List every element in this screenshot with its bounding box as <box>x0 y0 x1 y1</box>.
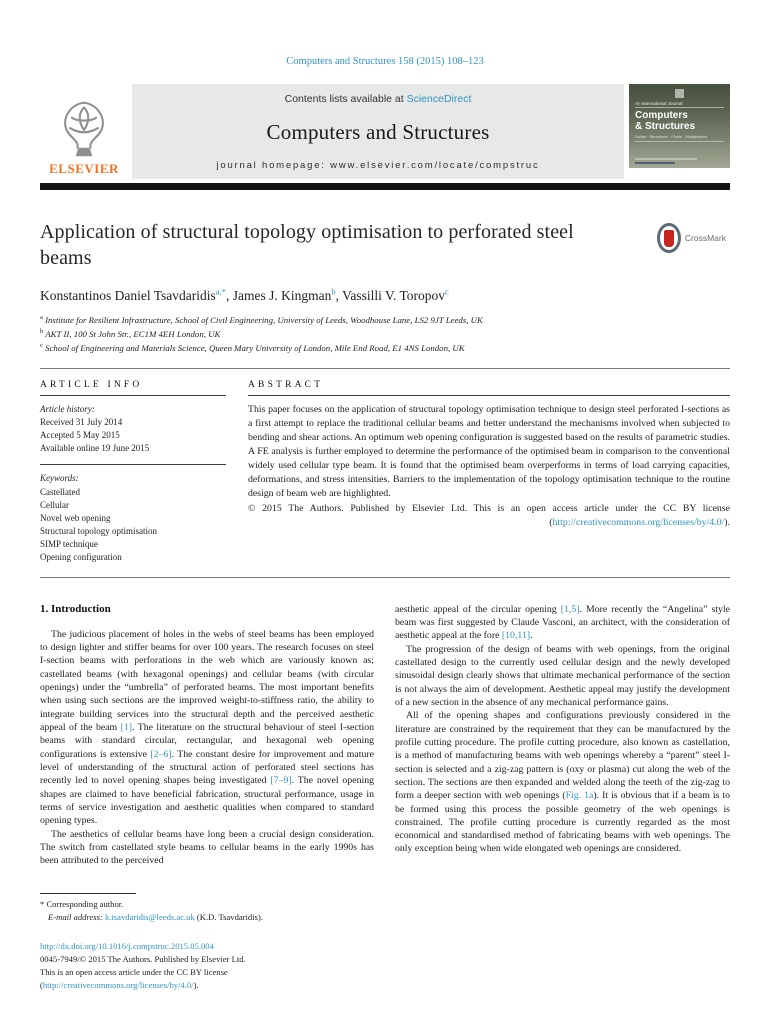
author <box>40 288 233 303</box>
rule <box>248 395 730 396</box>
body-paragraph: The progression of the design of beams with web openings, from the original castellated design to the currently used cellular design and the newly developed sinusoidal design clearly shows that ultimate mechanical performance of the section is not always the aim of development. Aesthetic appeal may justify the development of a new section in the absence of any mechanical performance gains. <box>395 643 730 708</box>
body-right-column <box>395 603 730 992</box>
journal-homepage-link[interactable]: journal homepage: www.elsevier.com/locate/compstruc <box>216 160 540 171</box>
email-line <box>40 911 374 924</box>
affiliation-text: AKT II, 100 St John Str., EC1M 4EH London, UK <box>43 328 221 339</box>
cc-license-link[interactable]: http://creativecommons.org/licenses/by/4.0/ <box>552 516 725 528</box>
article-info-heading: ARTICLE INFO <box>40 380 143 391</box>
figure-ref[interactable]: Fig. 1a <box>565 790 594 802</box>
affiliation-line <box>40 313 730 327</box>
cover-title-line2: & Structures <box>635 121 696 132</box>
masthead-box <box>132 84 624 179</box>
article-history-line: Accepted 5 May 2015 <box>40 430 120 441</box>
left-paragraphs <box>40 628 374 868</box>
cover-subjects: Solids · Structures · Fluids · Multiphysics <box>635 134 724 142</box>
cover-tagline: An International Journal <box>635 101 724 108</box>
article-info-column <box>40 369 248 564</box>
citation-ref[interactable]: [7–9] <box>270 775 292 787</box>
author-separator: , <box>225 288 233 304</box>
affiliation-line <box>40 341 730 355</box>
article-history-line: Available online 19 June 2015 <box>40 443 150 454</box>
author-affiliation-mark[interactable]: a,* <box>215 286 226 297</box>
affiliation-mark: b <box>40 327 44 335</box>
journal-title: Computers and Structures <box>266 120 490 144</box>
body-left-column <box>40 603 374 992</box>
author-name: Konstantinos Daniel Tsavdaridis <box>40 288 216 304</box>
keywords-list <box>40 486 226 564</box>
crossmark-label: CrossMark <box>684 233 726 243</box>
keywords-block <box>40 472 226 563</box>
email-link[interactable]: k.tsavdaridis@leeds.ac.uk <box>104 912 195 923</box>
affiliation-mark: a <box>40 314 43 322</box>
author-name: James J. Kingman <box>232 288 332 304</box>
keyword: Castellated <box>40 486 80 497</box>
article-title: Application of structural topology optimisation to perforated steel beams <box>40 221 574 270</box>
elsevier-wordmark: ELSEVIER <box>49 161 119 176</box>
affiliation-list <box>40 313 730 354</box>
footer-license-link[interactable]: http://creativecommons.org/licenses/by/4.0/ <box>42 979 194 990</box>
contents-prefix: Contents lists available at <box>284 93 407 105</box>
body-paragraph: All of the opening shapes and configurations previously considered in the literature are constrained by the requirement that they can be manufactured by the profile cutting procedure. The profile cutting procedure, also known as castellation, is a method of manufacturing beams with web openings whereby a “parent” steel I-section is selected and a zig-zag pattern is (oxy or plasma) cut along the web of the section. The sections are then expanded and welded along the teeth of the zig-zag to form a deeper section with web openings (Fig. 1a). It is obvious that if a beam is to be formed using this process the possible geometry of the web openings is constrained. The profile cutting procedure is currently regarded as the most economical and standardised method of fabricating beams with web openings. The only exception being when wide elongated web openings are considered. <box>395 710 730 855</box>
copyright-close: ). <box>724 516 730 528</box>
author-affiliation-mark[interactable]: c <box>445 286 449 297</box>
citation-ref[interactable]: [2–6] <box>150 748 172 760</box>
rule <box>40 464 226 465</box>
title-row <box>40 219 730 272</box>
sciencedirect-link[interactable]: ScienceDirect <box>406 93 472 105</box>
affiliation-line <box>40 327 730 341</box>
body-paragraph: The aesthetics of cellular beams have long been a crucial design consideration. The switch from castellated style beams to cellular beams in the early 1990s has been attributed to the perceived <box>40 828 374 867</box>
cover-logo-icon <box>675 89 684 98</box>
right-paragraphs <box>395 603 730 856</box>
keywords-label: Keywords: <box>40 473 79 484</box>
section-heading-introduction: 1. Introduction <box>40 602 111 615</box>
journal-masthead <box>40 84 730 179</box>
corresponding-author-note: * Corresponding author. <box>40 899 124 910</box>
article-history-line: Received 31 July 2014 <box>40 417 123 428</box>
keyword: SIMP technique <box>40 538 98 549</box>
cover-footer-decoration <box>635 158 724 164</box>
article-history-label: Article history: <box>40 404 95 415</box>
author-name: Vassilli V. Toropov <box>342 288 446 304</box>
citation-ref[interactable]: [1,5] <box>560 603 580 615</box>
cover-title <box>635 110 724 132</box>
contents-line <box>138 93 618 105</box>
body-paragraph: The judicious placement of holes in the webs of steel beams has been employed to design lighter and stiffer beams for over 100 years. The research focuses on steel I-section beams with perforations in the web which are variously known as; castellated beams (with hexagonal openings) and cellular beams (with circular openings) under the “umbrella” of perforated beams. The most important benefits when using such sections are the improved weight-to-stiffness ratio, the ability to integrate building services into the structural depth and the perceived aesthetic appeal of the beam [1]. The literature on the structural behaviour of steel I-section beams with standard circular, rectangular, and hexagonal web opening configurations is extensive [2–6]. The constant desire for improvement and mature level of understanding of the structural action of perforated steel sections has recently led to novel opening shapes being investigated [7–9]. The novel opening shapes are claimed to have beneficial fabrication, structural performance, usage in terms of service investigation and aesthetic qualities when compared to standard opening types. <box>40 628 374 827</box>
footnote-rule <box>40 893 136 894</box>
header-rule <box>40 183 730 190</box>
author-separator: , <box>335 288 343 304</box>
article-history-lines <box>40 416 226 455</box>
body-columns <box>40 603 730 992</box>
crossmark-icon <box>657 223 681 253</box>
abstract-column <box>248 369 730 564</box>
footnote <box>40 893 374 924</box>
citation-ref[interactable]: [1] <box>120 722 133 733</box>
issn-copyright-line: 0045-7949/© 2015 The Authors. Published by Elsevier Ltd. <box>40 954 246 965</box>
author <box>342 288 449 303</box>
elsevier-logo[interactable] <box>40 84 128 179</box>
article-history <box>40 403 226 455</box>
abstract-copyright <box>248 502 730 530</box>
author-list <box>40 287 730 305</box>
elsevier-tree-icon <box>53 99 115 159</box>
keyword: Cellular <box>40 499 69 510</box>
page-footer <box>40 940 374 992</box>
abstract-text: This paper focuses on the application of structural topology optimisation technique to design steel perforated I-sections as a first attempt to replace the traditional cellular beams and better understand the mechanisms involved when subjected to bending and shear actions. An optimum web opening configuration is suggested based on the results of parametric studies. A FE analysis is further employed to determine the performance of the optimised beam in comparison to the conventional widely used cellular type beam. It is found that the optimised beam overperforms in terms of load carrying capacities, deformations, and stress intensities. Barriers to the implementation of the topology optimisation technique to the routine design of beam web are highlighted. <box>248 404 730 499</box>
email-suffix: (K.D. Tsavdaridis). <box>194 912 263 923</box>
email-label: E-mail address: <box>48 912 105 923</box>
info-abstract-section <box>40 368 730 564</box>
keyword: Structural topology optimisation <box>40 525 157 536</box>
crossmark-badge[interactable] <box>657 223 726 253</box>
open-access-line <box>40 966 374 992</box>
rule <box>40 395 226 396</box>
doi-link[interactable]: http://dx.doi.org/10.1016/j.compstruc.2015.05.004 <box>40 941 214 952</box>
license-prefix: This is an open access article under the CC BY license ( <box>40 967 228 990</box>
license-suffix: ). <box>193 979 199 990</box>
author-affiliation-mark[interactable]: b <box>331 286 336 297</box>
journal-cover-thumbnail[interactable] <box>629 84 730 168</box>
affiliation-text: School of Engineering and Materials Science, Queen Mary University of London, Mile End Road, E1 4NS London, UK <box>42 342 465 353</box>
body-paragraph: aesthetic appeal of the circular opening [1,5]. More recently the “Angelina” style beam was first suggested by Claude Vasconi, an architect, with the consideration of aesthetic appeal at the fore [10,11]. <box>395 603 730 642</box>
citation-ref[interactable]: [10,11] <box>501 630 531 642</box>
journal-citation: Computers and Structures 158 (2015) 108–123 <box>286 56 484 67</box>
keyword: Novel web opening <box>40 512 111 523</box>
keyword: Opening configuration <box>40 551 122 562</box>
cover-title-line1: Computers <box>635 110 688 121</box>
section-bottom-rule <box>40 577 730 578</box>
copyright-text: © 2015 The Authors. Published by Elsevier Ltd. This is an open access article under the CC BY license ( <box>248 502 730 528</box>
author <box>233 288 342 303</box>
affiliation-mark: c <box>40 341 43 349</box>
abstract-heading: ABSTRACT <box>248 380 324 391</box>
affiliation-text: Institute for Resilient Infrastructure, School of Civil Engineering, University of Leeds, Woodhouse Lane, LS2 9JT Leeds, UK <box>42 315 483 326</box>
